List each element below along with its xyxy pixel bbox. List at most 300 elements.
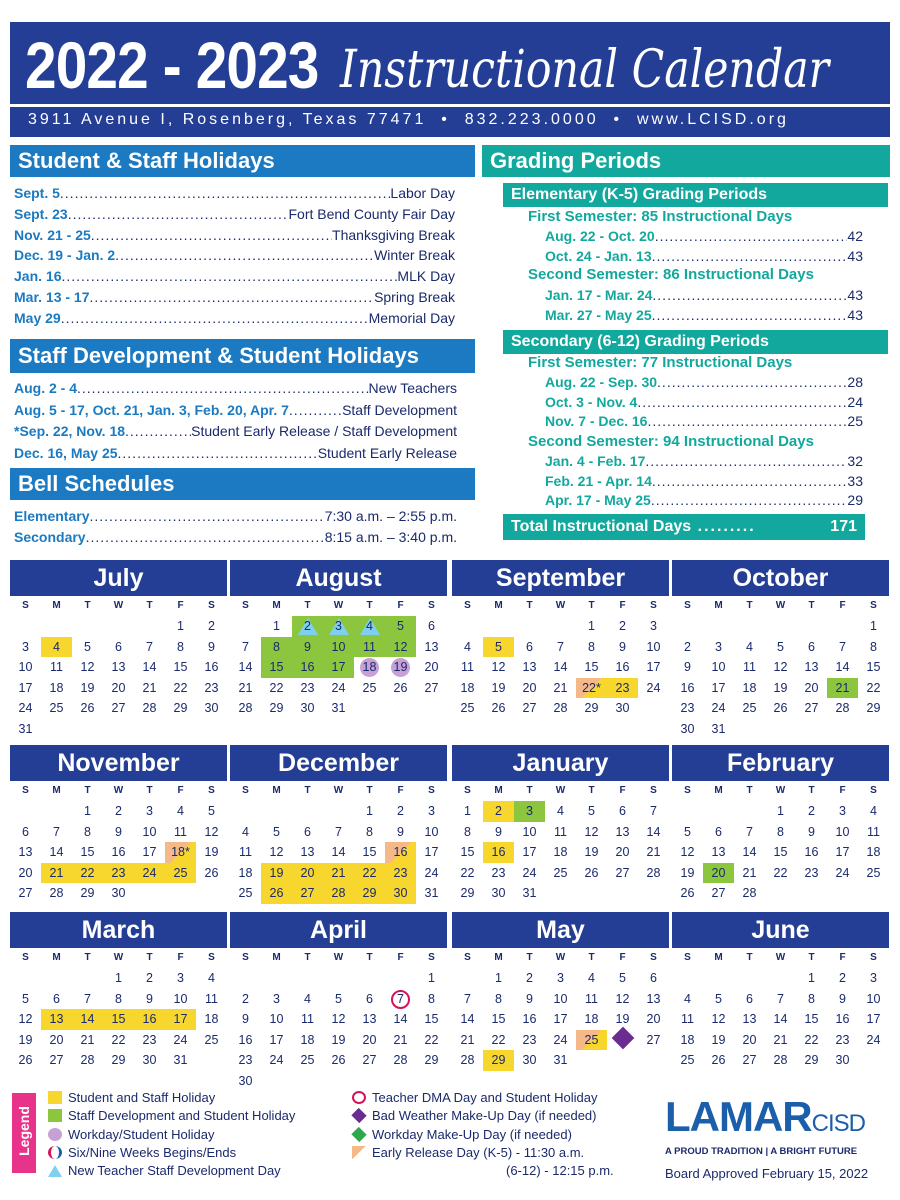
day-cell <box>354 863 385 884</box>
day-cell <box>607 822 638 843</box>
day-number: 11 <box>554 824 567 839</box>
day-cell <box>196 842 227 863</box>
day-number: 14 <box>460 1012 475 1026</box>
month-name: July <box>10 560 227 596</box>
day-number: 20 <box>362 1032 377 1047</box>
day-cell <box>165 801 196 822</box>
day-cell <box>261 678 292 699</box>
day-number: 11 <box>50 660 63 674</box>
day-cell <box>10 1050 41 1071</box>
day-cell <box>858 801 889 822</box>
legend-item <box>352 1108 596 1123</box>
empty-cell <box>323 968 354 989</box>
weekday-label: M <box>272 952 281 963</box>
list-row <box>14 310 455 326</box>
empty-cell <box>765 968 796 989</box>
day-number: 30 <box>111 886 126 900</box>
weekday-label: M <box>52 952 61 963</box>
day-number: 18 <box>553 845 568 859</box>
day-cell <box>41 842 72 863</box>
weekday-label: T <box>526 600 533 611</box>
day-number: 20 <box>615 845 630 859</box>
legend-swatch <box>48 1146 62 1159</box>
day-cell <box>827 801 858 822</box>
weekday-label: T <box>146 600 153 611</box>
day-number: 1 <box>366 804 373 818</box>
day-cell <box>796 822 827 843</box>
day-number: 31 <box>173 1053 188 1067</box>
day-number: 11 <box>363 639 376 654</box>
weekday-label: M <box>52 785 61 796</box>
day-cell <box>607 616 638 637</box>
month-name: May <box>452 912 669 948</box>
day-cell <box>827 637 858 658</box>
day-cell <box>165 822 196 843</box>
weekday-label: S <box>870 785 877 796</box>
empty-cell <box>734 968 765 989</box>
day-cell <box>261 657 292 678</box>
day-cell <box>514 842 545 863</box>
day-cell <box>103 968 134 989</box>
day-number: 9 <box>526 991 533 1006</box>
empty-cell <box>261 801 292 822</box>
day-number: 4 <box>588 971 595 985</box>
list-row <box>545 228 863 244</box>
weekday-label: T <box>304 785 311 796</box>
day-number: 4 <box>684 991 691 1006</box>
day-number: 15 <box>804 1012 819 1026</box>
day-cell <box>607 657 638 678</box>
day-cell <box>827 657 858 678</box>
weekday-label: S <box>242 785 249 796</box>
weekday-header <box>10 781 227 801</box>
weekday-label: S <box>684 600 691 611</box>
day-number: 4 <box>557 804 564 818</box>
day-number: 16 <box>393 845 408 859</box>
empty-cell <box>452 968 483 989</box>
month-name: February <box>672 745 889 781</box>
empty-cell <box>827 616 858 637</box>
day-number: 11 <box>867 824 880 839</box>
weekday-label: S <box>684 785 691 796</box>
day-number: 3 <box>22 639 29 654</box>
day-number: 1 <box>870 619 877 633</box>
day-cell <box>827 1009 858 1030</box>
day-number: 19 <box>269 865 284 880</box>
day-cell <box>72 1050 103 1071</box>
month-february <box>672 745 889 904</box>
day-number: 17 <box>835 845 850 859</box>
day-number: 7 <box>557 639 564 654</box>
day-grid <box>230 968 447 1091</box>
weekday-label: T <box>526 952 533 963</box>
day-cell <box>858 657 889 678</box>
day-cell <box>858 1009 889 1030</box>
day-number: 15 <box>866 660 881 674</box>
day-cell <box>765 801 796 822</box>
day-cell <box>41 657 72 678</box>
day-number: 23 <box>393 865 408 880</box>
day-number: 23 <box>204 680 219 695</box>
day-number: 6 <box>746 991 753 1006</box>
day-cell <box>703 989 734 1010</box>
day-number: 9 <box>839 991 846 1006</box>
month-april <box>230 912 447 1091</box>
month-name: November <box>10 745 227 781</box>
month-december <box>230 745 447 904</box>
month-name: September <box>452 560 669 596</box>
day-cell <box>196 989 227 1010</box>
day-number: 23 <box>522 1032 537 1047</box>
day-number: 11 <box>174 824 187 839</box>
day-number <box>611 1026 634 1049</box>
day-cell <box>72 1009 103 1030</box>
day-cell <box>416 1009 447 1030</box>
contact-line: 3911 Avenue I, Rosenberg, Texas 77471 • 832.223.0000 • www.LCISD.org <box>28 111 789 128</box>
day-cell <box>103 883 134 904</box>
day-cell <box>827 1050 858 1071</box>
day-cell <box>134 968 165 989</box>
day-cell <box>416 842 447 863</box>
day-number: 22 <box>173 680 188 695</box>
day-cell <box>354 842 385 863</box>
day-cell <box>165 637 196 658</box>
dot-leader <box>86 529 325 545</box>
day-number: 4 <box>53 639 60 654</box>
row-key: Feb. 21 - Apr. 14 <box>545 472 652 489</box>
day-number: 18 <box>584 1012 599 1026</box>
day-cell <box>545 801 576 822</box>
day-cell <box>292 678 323 699</box>
weekday-label: F <box>397 600 404 611</box>
day-cell <box>10 698 41 719</box>
day-number: 4 <box>870 804 877 818</box>
day-cell <box>514 968 545 989</box>
legend-swatch <box>48 1165 62 1177</box>
dot-leader <box>77 380 369 396</box>
day-cell <box>323 637 354 658</box>
day-cell <box>638 989 669 1010</box>
day-cell <box>10 863 41 884</box>
weekday-label: T <box>746 785 753 796</box>
day-cell <box>41 1050 72 1071</box>
empty-cell <box>230 616 261 637</box>
day-cell <box>416 1050 447 1071</box>
day-number: 21 <box>238 680 253 695</box>
month-name: June <box>672 912 889 948</box>
day-number: 21 <box>80 1032 95 1047</box>
empty-cell <box>703 968 734 989</box>
day-cell <box>545 637 576 658</box>
legend-swatch <box>351 1127 366 1142</box>
day-cell <box>734 1050 765 1071</box>
row-key: Aug. 22 - Oct. 20 <box>545 228 655 244</box>
list-row <box>545 307 863 323</box>
day-number: 9 <box>619 639 626 654</box>
day-cell <box>672 883 703 904</box>
day-cell <box>452 1009 483 1030</box>
day-number: 10 <box>269 1012 284 1026</box>
weekday-label: M <box>272 600 281 611</box>
day-cell <box>672 637 703 658</box>
day-number: 30 <box>835 1053 850 1067</box>
day-number: 20 <box>804 680 819 695</box>
day-number: 17 <box>269 1032 284 1047</box>
day-cell <box>672 698 703 719</box>
day-cell <box>827 863 858 884</box>
day-number: 2 <box>208 619 215 633</box>
dot-leader <box>61 268 397 284</box>
day-cell <box>452 657 483 678</box>
day-number: 27 <box>49 1053 64 1067</box>
weekday-label: W <box>333 600 344 611</box>
day-cell <box>638 657 669 678</box>
empty-cell <box>734 801 765 822</box>
day-cell <box>672 1030 703 1051</box>
day-cell <box>230 1071 261 1092</box>
weekday-label: F <box>397 952 404 963</box>
list-row <box>545 287 863 303</box>
dot-leader <box>637 394 847 410</box>
day-cell <box>230 698 261 719</box>
day-cell <box>41 1009 72 1030</box>
day-number: 28 <box>393 1053 408 1067</box>
weekday-label: T <box>84 785 91 796</box>
day-cell <box>103 842 134 863</box>
day-cell <box>796 678 827 699</box>
day-number: 16 <box>804 845 819 859</box>
day-number: 29 <box>80 886 95 900</box>
day-number: 24 <box>711 701 726 715</box>
day-number: 29 <box>804 1053 819 1067</box>
legend-item <box>48 1163 281 1178</box>
day-cell <box>10 989 41 1010</box>
day-number: 27 <box>804 701 819 715</box>
day-grid <box>230 801 447 904</box>
day-number: 28 <box>238 701 253 715</box>
day-cell <box>292 657 323 678</box>
day-cell <box>796 1030 827 1051</box>
day-number: 27 <box>711 886 726 900</box>
day-number: 25 <box>460 701 475 715</box>
day-cell <box>607 989 638 1010</box>
list-row <box>14 227 455 243</box>
weekday-label: S <box>242 600 249 611</box>
dot-leader <box>91 227 332 243</box>
day-number: 5 <box>777 639 784 654</box>
day-cell <box>672 657 703 678</box>
day-number: 4 <box>464 639 471 654</box>
day-number: 26 <box>269 886 284 900</box>
row-key: Elementary <box>14 508 90 524</box>
dot-leader <box>68 206 289 222</box>
day-number: 25 <box>742 701 757 715</box>
list-row <box>14 289 455 305</box>
day-cell <box>796 698 827 719</box>
day-number: 17 <box>173 1012 188 1026</box>
row-value: 28 <box>847 374 863 390</box>
empty-cell <box>672 968 703 989</box>
day-number: 20 <box>49 1032 64 1047</box>
day-number: 7 <box>391 990 410 1009</box>
day-cell <box>72 678 103 699</box>
day-cell <box>196 801 227 822</box>
legend-swatch <box>48 1128 62 1141</box>
day-cell <box>483 1030 514 1051</box>
day-cell <box>292 1009 323 1030</box>
day-number: 12 <box>584 824 599 839</box>
day-number: 21 <box>553 680 568 695</box>
day-cell <box>545 657 576 678</box>
day-cell <box>765 678 796 699</box>
weekday-label: S <box>684 952 691 963</box>
website-link[interactable]: www.LCISD.org <box>637 111 789 128</box>
day-number: 14 <box>553 660 568 674</box>
day-cell <box>827 968 858 989</box>
day-number: 9 <box>304 639 311 654</box>
day-cell <box>385 1050 416 1071</box>
list-row <box>14 508 457 524</box>
day-cell <box>230 822 261 843</box>
day-cell <box>354 801 385 822</box>
day-cell <box>41 883 72 904</box>
day-cell <box>796 637 827 658</box>
day-number: 1 <box>464 804 471 818</box>
day-cell <box>41 678 72 699</box>
day-cell <box>765 1030 796 1051</box>
day-number: 29 <box>269 701 284 715</box>
day-number: 4 <box>366 619 373 633</box>
day-cell <box>827 1030 858 1051</box>
day-number: 1 <box>588 619 595 633</box>
day-cell <box>796 863 827 884</box>
day-number: 26 <box>393 680 408 695</box>
day-number: 27 <box>615 865 630 880</box>
day-number: 27 <box>362 1053 377 1067</box>
day-cell <box>323 863 354 884</box>
day-cell <box>103 678 134 699</box>
day-number: 5 <box>715 991 722 1006</box>
day-number: 22 <box>773 865 788 880</box>
day-number: 22 <box>424 1032 439 1047</box>
day-number: 7 <box>650 804 657 818</box>
day-number: 7 <box>146 639 153 654</box>
day-cell <box>103 657 134 678</box>
elem-sem1: First Semester: 85 Instructional Days <box>528 208 793 225</box>
weekday-label: T <box>588 785 595 796</box>
day-cell <box>416 883 447 904</box>
day-cell <box>385 678 416 699</box>
day-number: 3 <box>526 804 533 818</box>
weekday-header <box>672 596 889 616</box>
legend-item <box>48 1127 214 1142</box>
day-cell <box>576 968 607 989</box>
day-number: 16 <box>300 660 315 674</box>
day-number: 16 <box>522 1012 537 1026</box>
day-cell <box>796 989 827 1010</box>
dot-leader <box>125 423 191 439</box>
day-number: 24 <box>269 1053 284 1067</box>
empty-cell <box>483 616 514 637</box>
dot-leader <box>652 248 848 264</box>
day-number: 8 <box>115 991 122 1006</box>
day-number: 5 <box>273 824 280 839</box>
day-cell <box>134 801 165 822</box>
day-number: 1 <box>177 619 184 633</box>
day-cell <box>827 989 858 1010</box>
legend-tab <box>12 1093 36 1173</box>
empty-cell <box>41 616 72 637</box>
day-number: 3 <box>335 619 342 633</box>
day-number: 11 <box>743 660 756 674</box>
day-number: 20 <box>424 660 439 674</box>
weekday-label: W <box>775 600 786 611</box>
row-key: Apr. 17 - May 25 <box>545 492 651 508</box>
day-cell <box>734 637 765 658</box>
day-number: 29 <box>584 701 599 715</box>
day-cell <box>796 657 827 678</box>
day-number: 19 <box>204 845 219 859</box>
day-number: 29 <box>491 1053 506 1067</box>
day-cell <box>41 822 72 843</box>
day-cell <box>134 822 165 843</box>
row-key: Jan. 4 - Feb. 17 <box>545 453 646 469</box>
day-number: 24 <box>424 865 439 880</box>
day-cell <box>41 698 72 719</box>
day-cell <box>638 616 669 637</box>
day-number: 21 <box>835 680 850 695</box>
day-cell <box>385 822 416 843</box>
day-grid <box>452 616 669 719</box>
row-value: 32 <box>847 453 863 469</box>
day-number: 2 <box>526 971 533 985</box>
weekday-label: T <box>84 952 91 963</box>
day-number: 2 <box>146 971 153 985</box>
day-number: 22* <box>582 680 601 695</box>
day-number: 16 <box>491 845 506 859</box>
legend-item <box>352 1090 597 1105</box>
day-number: 7 <box>464 991 471 1006</box>
day-number: 15 <box>491 1012 506 1026</box>
day-number: 21 <box>393 1032 408 1047</box>
day-cell <box>545 678 576 699</box>
day-number: 19 <box>331 1032 346 1047</box>
day-cell <box>323 989 354 1010</box>
day-cell <box>165 657 196 678</box>
day-cell <box>765 1009 796 1030</box>
day-number: 8 <box>428 991 435 1006</box>
empty-cell <box>292 801 323 822</box>
day-cell <box>545 989 576 1010</box>
row-key: Mar. 27 - May 25 <box>545 306 652 323</box>
day-number: 30 <box>491 886 506 900</box>
day-cell <box>385 616 416 637</box>
day-number: 23 <box>491 865 506 880</box>
row-value: 25 <box>847 413 863 429</box>
day-number: 3 <box>650 619 657 633</box>
day-number: 21 <box>773 1032 788 1047</box>
day-cell <box>41 863 72 884</box>
weekday-header <box>452 948 669 968</box>
day-cell <box>103 1050 134 1071</box>
day-number: 15 <box>773 845 788 859</box>
day-number: 28 <box>553 701 568 715</box>
day-number: 21 <box>460 1032 475 1047</box>
weekday-label: T <box>146 952 153 963</box>
weekday-header <box>672 948 889 968</box>
day-cell <box>165 968 196 989</box>
legend-item <box>48 1090 215 1105</box>
